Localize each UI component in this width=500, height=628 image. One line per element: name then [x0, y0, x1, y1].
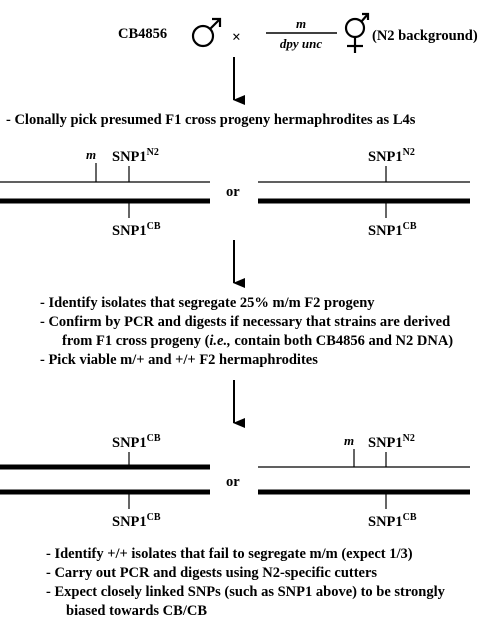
mutation-label-f2-right: m — [343, 433, 355, 448]
step1-text: - Clonally pick presumed F1 cross progeny hermaphrodites as L4s — [6, 112, 416, 128]
male-strain-label: CB4856 — [118, 26, 168, 42]
step2-line4: - Pick viable m/+ and +/+ F2 hermaphrodites — [40, 352, 318, 368]
step3-line3: - Expect closely linked SNPs (such as SNP1 above) to be strongly — [46, 584, 445, 600]
snp-cb-label-f1-right: $SNP1^{CB}$ — [368, 221, 417, 239]
background-label: (N2 background) — [372, 28, 478, 44]
genotype-bottom: dpy unc — [279, 36, 323, 51]
snp-cb-label-f2-left-bottom: $SNP1^{CB}$ — [112, 512, 161, 530]
step3-line1: - Identify +/+ isolates that fail to segregate m/m (expect 1/3) — [46, 546, 413, 562]
snp-n2-label-f1-left: $SNP1^{N2}$ — [112, 147, 159, 165]
snp-n2-label-f1-right: $SNP1^{N2}$ — [368, 147, 415, 165]
hermaphrodite-symbol-icon — [346, 14, 368, 53]
step3-line4: biased towards CB/CB — [66, 603, 207, 619]
genotype-top: m — [295, 16, 307, 31]
snp-cb-label-f2-right: $SNP1^{CB}$ — [368, 512, 417, 530]
snp-cb-label-f2-left-top: $SNP1^{CB}$ — [112, 433, 161, 451]
snp-n2-label-f2-right: $SNP1^{N2}$ — [368, 433, 415, 451]
step2-line3: from F1 cross progeny (i.e., contain both CB4856 and N2 DNA) — [62, 333, 454, 349]
or-label-f2: or — [226, 474, 240, 490]
step2-line1: - Identify isolates that segregate 25% m/m F2 progeny — [40, 295, 375, 311]
mutation-label-f1-left: m — [85, 147, 97, 162]
step2-line2: - Confirm by PCR and digests if necessary that strains are derived — [40, 314, 451, 330]
step3-line2: - Carry out PCR and digests using N2-specific cutters — [46, 565, 378, 581]
cross-symbol: × — [232, 29, 241, 46]
male-symbol-icon — [193, 19, 220, 46]
snp-cb-label-f1-left: $SNP1^{CB}$ — [112, 221, 161, 239]
or-label-f1: or — [226, 184, 240, 200]
